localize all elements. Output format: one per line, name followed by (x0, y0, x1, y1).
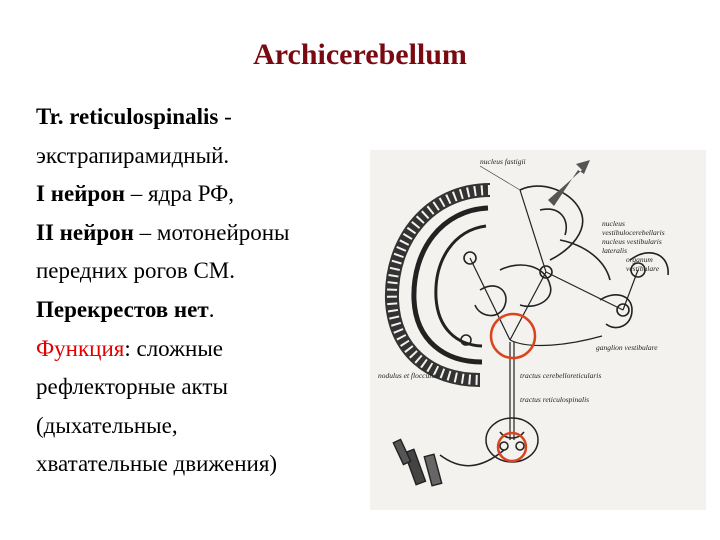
slide-title: Archicerebellum (253, 38, 467, 71)
tract-name: Tr. reticulospinalis (36, 104, 219, 129)
text-line-7 (36, 330, 366, 369)
text-line-1 (36, 98, 366, 137)
label-tractus-reticulospinalis: tractus reticulospinalis (520, 395, 590, 404)
text-line-3 (36, 175, 366, 214)
neuron-2-label: II нейрон (36, 219, 134, 245)
text-line-10: хватательные движения) (36, 451, 278, 477)
pathway-illustration (370, 150, 706, 510)
label-nucleus-vestibularis: nucleus vestibularis (602, 237, 662, 246)
text-line-4 (36, 214, 366, 253)
label-nodulus: nodulus et flocculus (378, 371, 438, 380)
text-fragment: – ядра РФ, (124, 181, 235, 207)
text-fragment: : сложные (124, 335, 223, 361)
text-line-2: экстрапирамидный. (36, 142, 230, 168)
label-nucleus-fastigii: nucleus fastigii (480, 157, 526, 166)
label-organum: organum (626, 255, 653, 264)
slide-body-text (36, 98, 366, 484)
label-tractus-cerebelloreticularis: tractus cerebelloreticularis (520, 371, 602, 380)
text-line-8: рефлекторные акты (36, 374, 228, 400)
label-nucleus: nucleus (602, 219, 625, 228)
text-fragment: . (208, 296, 215, 322)
neuron-1-label: I нейрон (36, 181, 125, 207)
anatomy-diagram (370, 150, 706, 510)
label-lateralis: lateralis (602, 246, 628, 255)
text-line-9: (дыхательные, (36, 412, 178, 438)
text-fragment: - (218, 104, 232, 129)
function-label: Функция (36, 335, 125, 361)
text-fragment: – мотонейроны (133, 219, 290, 245)
label-vestibulare: vestibulare (626, 264, 660, 273)
label-vestibulocerebellaris: vestibulocerebellaris (602, 228, 665, 237)
decussation-label: Перекрестов нет (36, 296, 209, 322)
text-line-6 (36, 291, 366, 330)
text-line-5: передних рогов СМ. (36, 258, 236, 284)
label-ganglion: ganglion vestibulare (596, 343, 658, 352)
